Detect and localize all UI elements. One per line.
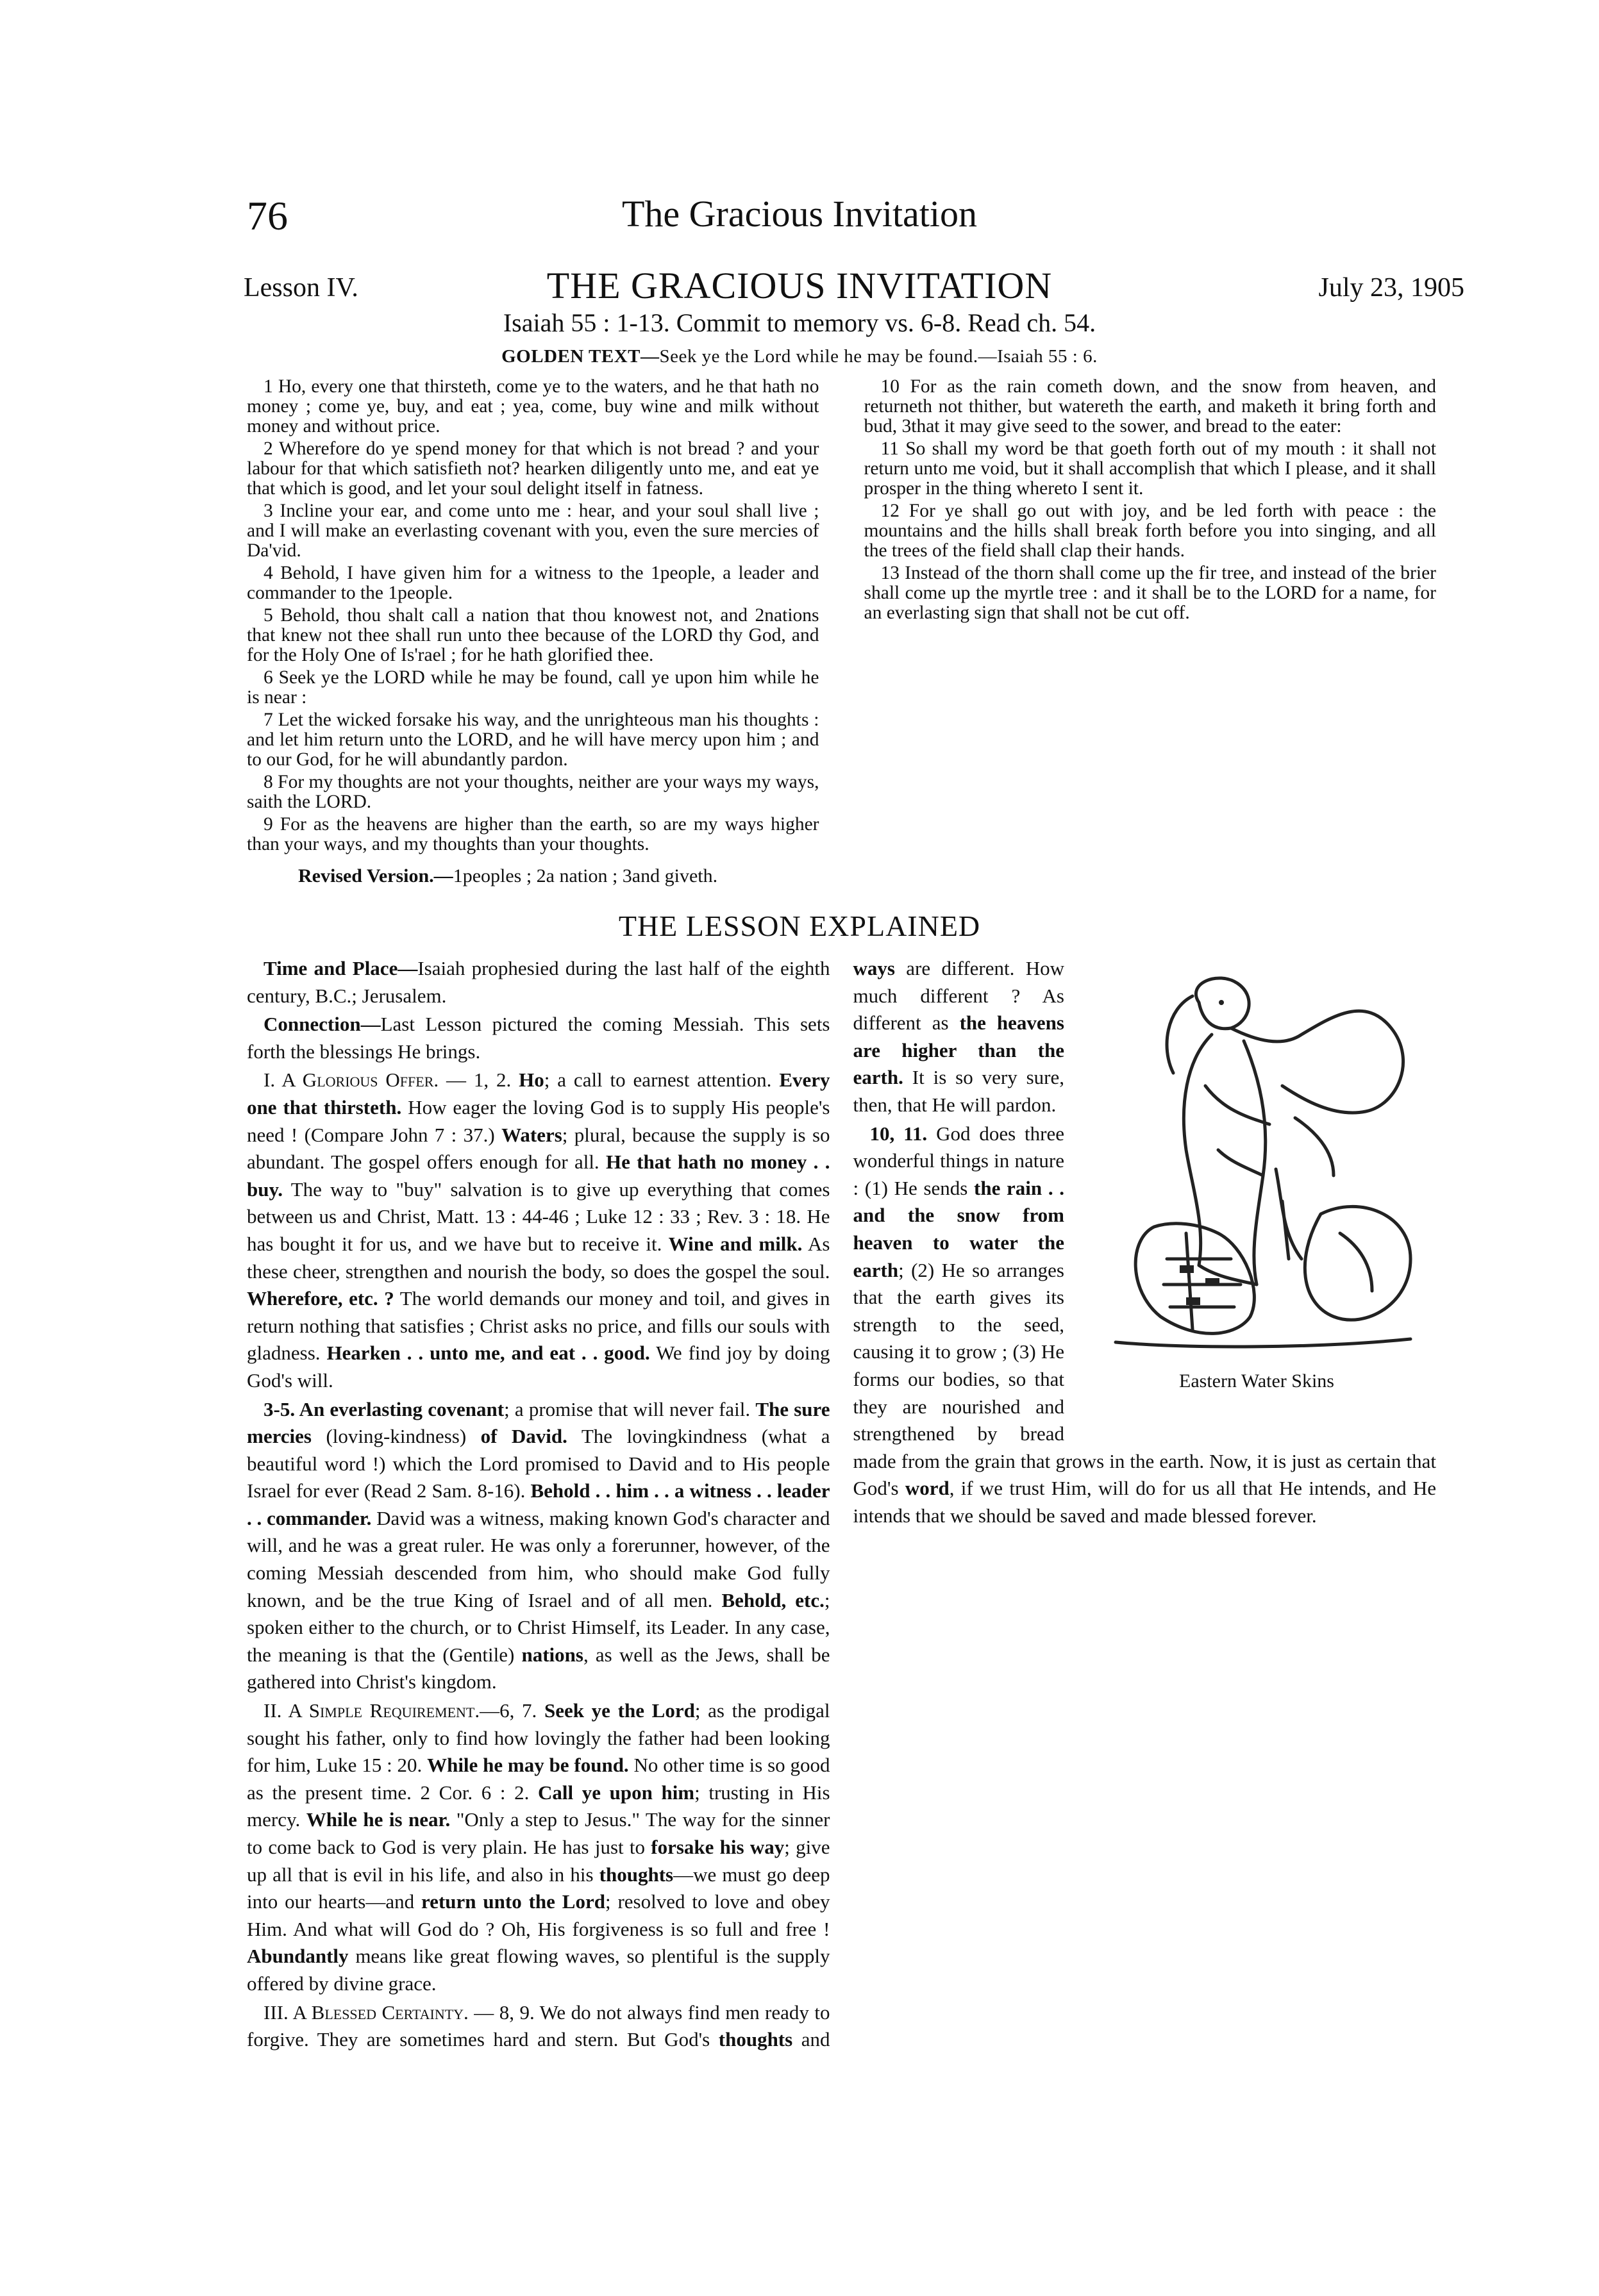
text-run: David was a witness, making known God's character and will, and he was a great ruler. He was only a forerunner, however, of the coming Messiah descended from him, who should make God fully known, and be the true King of Israel and of all men. (247, 1506, 830, 1611)
bold-phrase: Wine and milk. (668, 1232, 803, 1255)
scripture-verse: 12 For ye shall go out with joy, and be led forth with peace : the mountains and the hills shall break forth before you into singing, and all the trees of the field shall clap their hands. (864, 501, 1436, 561)
text-run: ; a promise that will never fail. (504, 1397, 756, 1420)
time-place-label: Time and Place— (264, 957, 418, 979)
part-one (247, 1067, 830, 1394)
scripture-verse: 8 For my thoughts are not your thoughts, neither are your ways my ways, saith the LORD. (247, 772, 819, 812)
connection-text: Last Lesson pictured the coming Messiah. This sets forth the blessings He brings. (247, 1013, 830, 1063)
text-run: ; trusting in His mercy. (247, 1781, 830, 1831)
part-one-body (247, 1069, 830, 1392)
text-run: No other time is so good as the present time. 2 Cor. 6 : 2. (247, 1754, 830, 1804)
bold-phrase: 3-5. An everlasting covenant (264, 1397, 505, 1420)
text-run: ; as the prodigal sought his father, only to find how lovingly the father had been looking for him, Luke 15 : 20. (247, 1699, 830, 1777)
running-title: The Gracious Invitation (621, 193, 978, 235)
text-run: God does three wonderful things in nature : (1) He sends (853, 1122, 1065, 1199)
figure-caption: Eastern Water Skins (1179, 1370, 1334, 1392)
connection (247, 1011, 830, 1065)
bold-phrase: Wherefore, etc. ? (247, 1287, 394, 1310)
bold-phrase: While he is near. (306, 1808, 451, 1831)
scripture-verse: 3 Incline your ear, and come unto me : hear, and your soul shall live ; and I will make an everlasting covenant with you, even the sure mercies of Da'vid. (247, 501, 819, 561)
text-run: , if we trust Him, will do for us all that He intends, and He intends that we should be saved and made blessed forever. (853, 1477, 1436, 1527)
text-run: and (792, 2028, 830, 2051)
scripture-verse: 13 Instead of the thorn shall come up the fir tree, and instead of the brier shall come up the myrtle tree : and it shall be to the LORD for a name, for an everlasting sign that shall not be cut off. (864, 563, 1436, 623)
text-run: ; give up all that is evil in his life, and also in his (247, 1836, 830, 1886)
text-run: ; (2) He so arranges that the earth gives its strength to the seed, causing it to grow ; (3) He forms our bodies, so that they are nourished and strengthened by bread made from the grain that grows in the earth. Now, it is just as certain that God's (853, 1258, 1436, 1500)
scripture-verse: 5 Behold, thou shalt call a nation that thou knowest not, and 2nations that knew not thee shall run unto thee because of the LORD thy God, and for the Holy One of Is'rael ; for he hath glorified thee. (247, 605, 819, 665)
bold-phrase: thoughts (718, 2028, 793, 2051)
text-run: We do not always find men ready to forgive. They are sometimes hard and stern. But God's (247, 2001, 830, 2051)
revised-version-label: Revised Version.— (298, 865, 453, 886)
golden-text (0, 346, 1599, 367)
part-two-body (247, 1699, 830, 1995)
scripture-verse: 1 Ho, every one that thirsteth, come ye to the waters, and he that hath no money ; come ye, buy, and eat ; yea, come, buy wine and milk without money and without price. (247, 376, 819, 437)
time-place-text: Isaiah prophesied during the last half of the eighth century, B.C.; Jerusalem. (247, 957, 830, 1007)
part-two-heading: II. A Simple Requirement.—6, 7. (264, 1699, 537, 1722)
page-number: 76 (247, 193, 288, 238)
text-run: means like great flowing waves, so plentiful is the supply offered by divine grace. (247, 1945, 830, 1995)
bold-phrase: The sure mercies (247, 1397, 830, 1448)
bold-phrase: nations (521, 1643, 583, 1666)
text-run: ; spoken either to the church, or to Christ Himself, its Leader. In any case, the meaning is that the (Gentile) (247, 1588, 830, 1666)
scripture-verse: 9 For as the heavens are higher than the earth, so are my ways higher than your ways, and my thoughts than your thoughts. (247, 814, 819, 854)
part-one-heading: I. A Glorious Offer. — 1, 2. (264, 1069, 512, 1092)
scripture-verse: 4 Behold, I have given him for a witness to the 1people, a leader and commander to the 1people. (247, 563, 819, 603)
text-run: ; a call to earnest attention. (544, 1069, 780, 1092)
bold-phrase: Call ye upon him (538, 1781, 695, 1804)
text-run: ; plural, because the supply is so abundant. The gospel offers enough for all. (247, 1123, 830, 1174)
bold-phrase: 10, 11. (869, 1122, 928, 1145)
bold-phrase: the rain . . and the snow from heaven to water the earth (853, 1176, 1065, 1281)
water-skins-illustration (1077, 958, 1436, 1419)
part-one-b (247, 1396, 830, 1697)
part-two (247, 1697, 830, 1998)
text-run: As these cheer, strengthen and nourish the body, so does the gospel the soul. (247, 1232, 830, 1283)
text-run: "Only a step to Jesus." The way for the sinner to come back to God is very plain. He has just to (247, 1808, 830, 1858)
scripture-verses (247, 377, 1436, 864)
golden-text-body: Seek ye the Lord while he may be found.—Isaiah 55 : 6. (659, 346, 1098, 367)
part-one-b-body (247, 1398, 830, 1693)
lesson-commentary (247, 955, 1436, 2102)
text-run: How eager the loving God is to supply His people's need ! (Compare John 7 : 37.) (247, 1095, 830, 1146)
connection-label: Connection— (264, 1013, 381, 1036)
revised-version-text: 1peoples ; 2a nation ; 3and giveth. (453, 865, 718, 886)
text-run: It is so very sure, then, that He will pardon. (853, 1066, 1064, 1116)
scripture-verse: 10 For as the rain cometh down, and the snow from heaven, and returneth not thither, but watereth the earth, and maketh it bring forth and bud, 3that it may give seed to the sower, and bread to the eater: (864, 376, 1436, 437)
text-run: are different. How much different ? As different as (853, 957, 1064, 1035)
scripture-verse: 11 So shall my word be that goeth forth out of my mouth : it shall not return unto me void, but it shall accomplish that which I please, and it shall prosper in the thing whereto I sent it. (864, 438, 1436, 499)
bold-phrase: of David. (480, 1425, 567, 1448)
lesson-title: THE GRACIOUS INVITATION (546, 265, 1053, 306)
bold-phrase: Ho (519, 1069, 544, 1092)
bold-phrase: Behold . . him . . a witness . . leader . . commander. (247, 1479, 830, 1529)
golden-text-label: GOLDEN TEXT— (501, 346, 660, 367)
text-run: We find joy by doing God's will. (247, 1342, 830, 1392)
bold-phrase: Behold, etc. (721, 1588, 825, 1611)
bold-phrase: return unto the Lord (421, 1890, 605, 1913)
bold-phrase: Every one that thirsteth. (247, 1069, 830, 1119)
bold-phrase: ways (853, 957, 895, 979)
bold-phrase: Waters (501, 1123, 562, 1146)
text-run: The way to "buy" salvation is to give up everything that comes between us and Christ, Matt. 13 : 44-46 ; Luke 12 : 33 ; Rev. 3 : 18. He has bought it for us, and we have but to receive it. (247, 1177, 830, 1255)
text-run: The lovingkindness (what a beautiful word !) which the Lord promised to David and to His people Israel for ever (Read 2 Sam. 8-16). (247, 1425, 830, 1502)
bold-phrase: thoughts (599, 1863, 674, 1886)
scripture-verse: 2 Wherefore do ye spend money for that which is not bread ? and your labour for that which satisfieth not? hearken diligently unto me, and eat ye that which is good, and let your soul delight itself in fatness. (247, 438, 819, 499)
text-run: —we must go deep into our hearts—and (247, 1863, 830, 1913)
bold-phrase: Abundantly (247, 1945, 349, 1968)
bold-phrase: While he may be found. (427, 1754, 629, 1777)
revised-version-note (298, 865, 717, 887)
bold-phrase: He that hath no money . . buy. (247, 1151, 830, 1201)
bold-phrase: the heavens are higher than the earth. (853, 1011, 1064, 1089)
scripture-verse: 6 Seek ye the LORD while he may be found, call ye upon him while he is near : (247, 667, 819, 708)
water-skins-drawing (1090, 958, 1423, 1355)
lesson-number: Lesson IV. (244, 273, 358, 303)
section-title: THE LESSON EXPLAINED (618, 910, 981, 942)
bold-phrase: Hearken . . unto me, and eat . . good. (326, 1342, 650, 1365)
scripture-verse: 7 Let the wicked forsake his way, and the unrighteous man his thoughts : and let him return unto the LORD, and he will have mercy upon him ; and to our God, for he will abundantly pardon. (247, 710, 819, 770)
text-run: , as well as the Jews, shall be gathered into Christ's kingdom. (247, 1643, 830, 1693)
time-and-place (247, 955, 830, 1010)
bold-phrase: Seek ye the Lord (544, 1699, 695, 1722)
text-run: ; resolved to love and obey Him. And what will God do ? Oh, His forgiveness is so full and free ! (247, 1890, 830, 1940)
text-run: (loving-kindness) (311, 1425, 481, 1448)
text-run: The world demands our money and toil, and gives in return nothing that satisfies ; Christ asks no price, and fills our souls with gladness. (247, 1287, 830, 1365)
scripture-reference: Isaiah 55 : 1-13. Commit to memory vs. 6-8. Read ch. 54. (503, 308, 1096, 337)
lesson-date: July 23, 1905 (1318, 273, 1464, 303)
bold-phrase: forsake his way (651, 1836, 785, 1858)
part-three-heading: III. A Blessed Certainty. — 8, 9. (264, 2001, 535, 2024)
bold-phrase: word (905, 1477, 950, 1500)
